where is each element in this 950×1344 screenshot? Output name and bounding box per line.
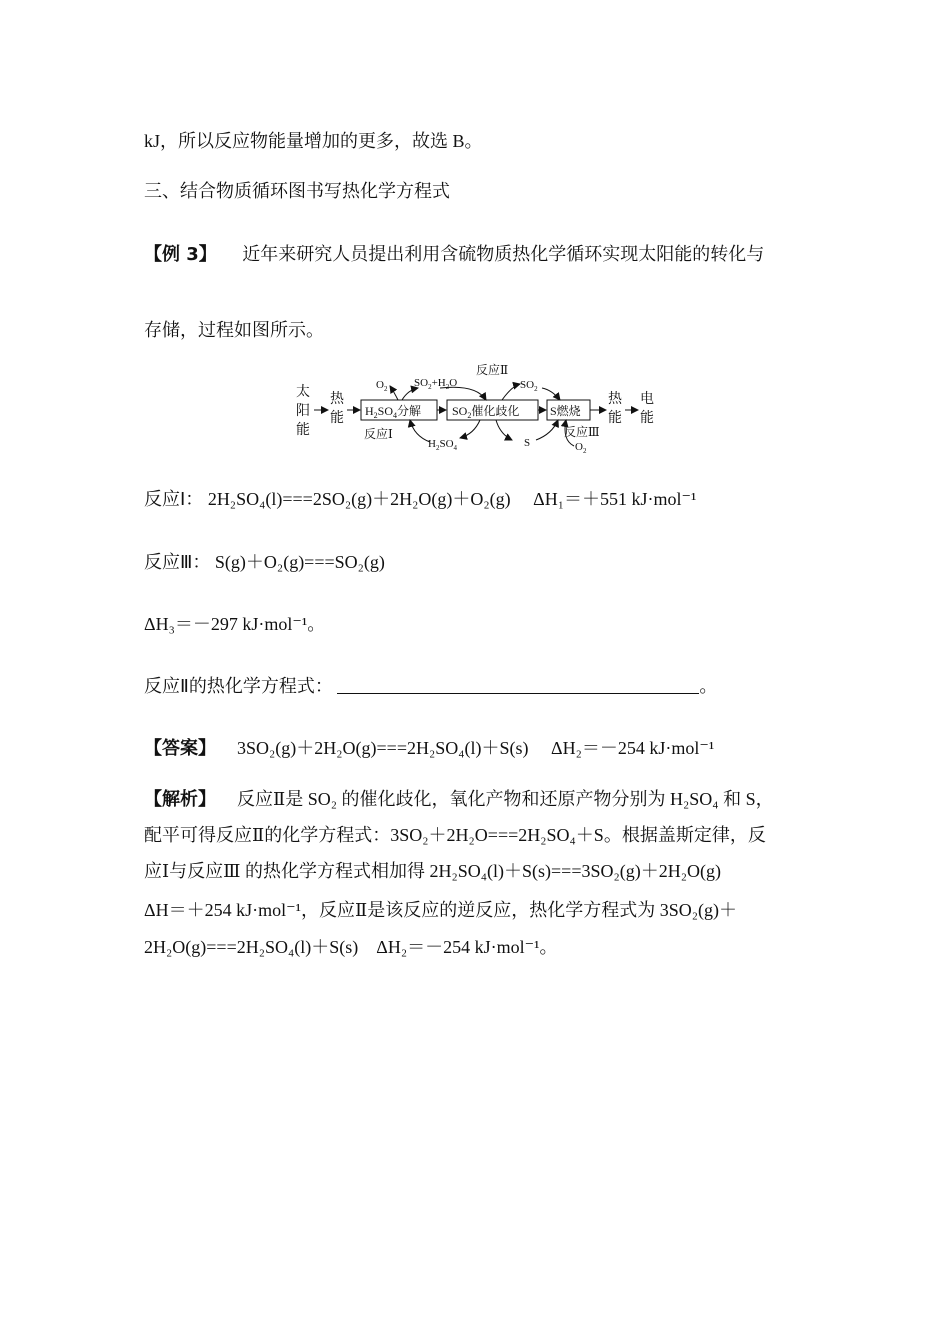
question-label: 反应Ⅱ的热化学方程式： (144, 676, 333, 697)
reaction-2-label: 反应Ⅱ (476, 363, 509, 377)
arrow-box1-to-so2-h2o (402, 388, 418, 400)
arrow-o2-out (390, 386, 398, 400)
example-text: 近年来研究人员提出利用含硫物质热化学循环实现太阳能的转化与 (242, 244, 765, 265)
arrow-box2-to-so2 (502, 384, 520, 400)
answer-blank (337, 679, 699, 694)
arrow-box2-to-s (496, 420, 512, 440)
answer-tag: 【答案】 (144, 738, 216, 759)
arrow-s-to-box3 (536, 420, 558, 440)
analysis-line-2: 配平可得反应Ⅱ的化学方程式：3SO₂＋2H₂O===2H₂SO₄＋S。根据盖斯定律，反 (144, 825, 766, 845)
analysis-text-1: 反应Ⅱ是 SO₂ 的催化歧化，氧化产物和还原产物分别为 H₂SO₄ 和 S， (237, 789, 774, 809)
analysis-line-3: 应Ⅰ与反应Ⅲ 的热化学方程式相加得 2H₂SO₄(l)＋S(s)===3SO₂(g)＋2H₂O(g) (144, 861, 722, 881)
box1-label: $H_2SO_4$分解 (365, 404, 422, 420)
reaction-1-enthalpy: ΔH₁＝＋551 kJ·mol⁻¹ (533, 489, 697, 509)
section-heading: 三、结合物质循环图书写热化学方程式 (144, 181, 450, 202)
h2so4-bottom-label: $H_2SO_4$ (428, 438, 458, 452)
reaction-1-label: 反应Ⅰ (364, 427, 393, 441)
analysis-line-5: 2H₂O(g)===2H₂SO₄(l)＋S(s) ΔH₂＝－254 kJ·mol⁻¹。 (144, 937, 558, 957)
answer-line (144, 734, 714, 760)
reaction-3-tag: 反应Ⅲ： (144, 552, 211, 573)
box2-label: $SO_2$催化歧化 (452, 404, 520, 420)
arrow-box2-to-h2so4 (460, 420, 480, 438)
reaction-3-line (144, 548, 385, 574)
solar-label-1: 太 (296, 385, 310, 400)
heat2-label-1: 热 (608, 392, 622, 407)
example-tag: 【例 3】 (144, 244, 217, 265)
example-line-2: 存储，过程如图所示。 (144, 320, 324, 341)
heat2-label-2: 能 (608, 411, 622, 426)
analysis-line-4: ΔH＝＋254 kJ·mol⁻¹，反应Ⅱ是该反应的逆反应，热化学方程式为 3SO₂(g)＋ (144, 900, 737, 920)
answer-equation: 3SO₂(g)＋2H₂O(g)===2H₂SO₄(l)＋S(s) (237, 738, 529, 758)
example-line (144, 240, 764, 266)
question-line (144, 672, 717, 698)
answer-enthalpy: ΔH₂＝－254 kJ·mol⁻¹ (551, 738, 715, 758)
reaction-3-equation: S(g)＋O₂(g)===SO₂(g) (214, 552, 385, 572)
arrow-h2so4-to-box1 (410, 420, 430, 442)
reaction-3-enthalpy: ΔH₃＝－297 kJ·mol⁻¹。 (144, 614, 326, 634)
analysis-tag: 【解析】 (144, 789, 216, 810)
reaction-3-label: 反应Ⅲ (564, 425, 600, 439)
box3-label: S燃烧 (550, 404, 581, 418)
heat1-label-2: 能 (330, 411, 344, 426)
elec-label-1: 电 (640, 392, 654, 407)
arrow-so2-to-box3 (542, 388, 560, 400)
heat1-label-1: 热 (330, 392, 344, 407)
question-end: 。 (699, 676, 718, 696)
intro-line: kJ，所以反应物能量增加的更多，故选 B。 (144, 131, 483, 151)
reaction-1-equation: 2H₂SO₄(l)===2SO₂(g)＋2H₂O(g)＋O₂(g) (207, 489, 511, 509)
s-bottom-label: S (524, 437, 531, 449)
so2-h2o-label: $SO_2+H_2O$ (414, 377, 458, 391)
reaction-1-line (144, 485, 696, 511)
solar-label-3: 能 (296, 423, 310, 438)
o2-out-label: $O_2$ (376, 379, 388, 393)
solar-label-2: 阳 (296, 404, 310, 419)
so2-top-label: $SO_2$ (520, 379, 538, 393)
sulfur-cycle-diagram (290, 356, 670, 456)
reaction-1-tag: 反应Ⅰ： (144, 489, 204, 510)
o2-bottom-label: $O_2$ (575, 441, 587, 455)
elec-label-2: 能 (640, 411, 654, 426)
analysis-line-1 (144, 785, 774, 811)
